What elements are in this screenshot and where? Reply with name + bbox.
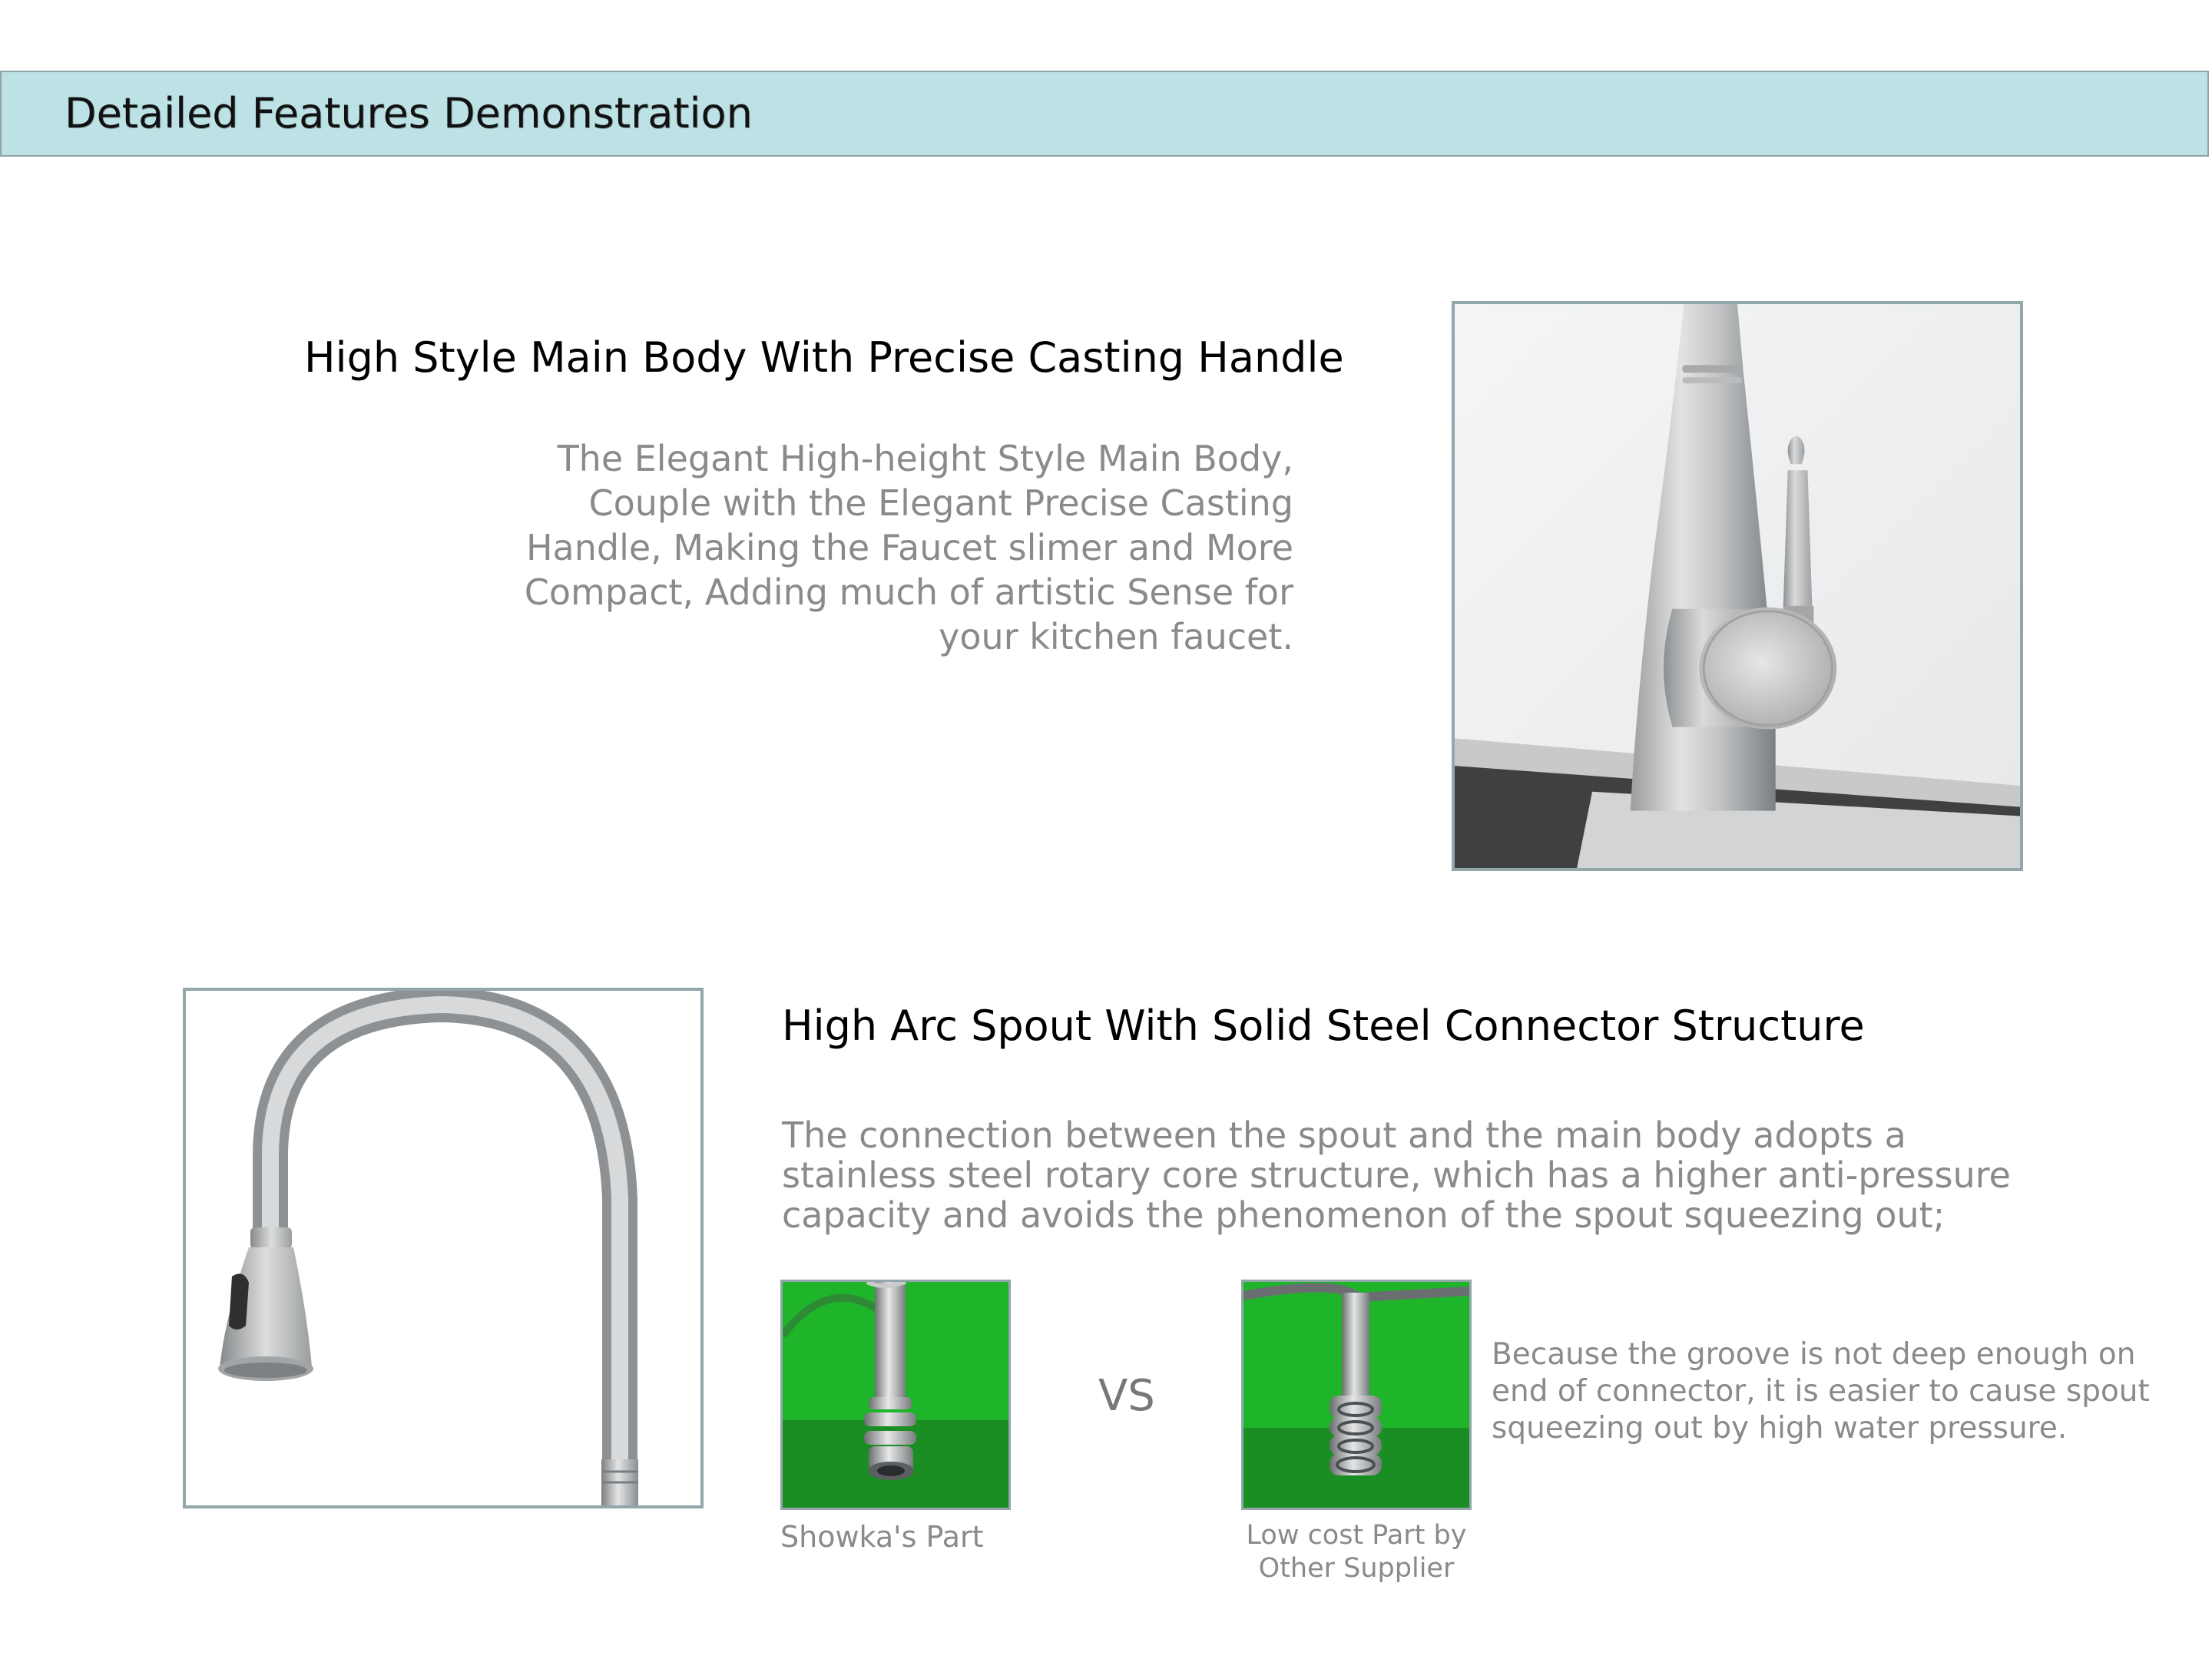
low-cost-caption-line2: Other Supplier	[1258, 1553, 1455, 1584]
vs-label: VS	[1098, 1371, 1155, 1421]
pull-down-faucet-photo	[183, 988, 704, 1508]
feature1-title: High Style Main Body With Precise Casting Handle	[304, 333, 1344, 382]
feature1-description: The Elegant High-height Style Main Body, Couple with the Elegant Precise Casting Handle, Making the Faucet slimer and More Compact, Adding much of artistic Sense for your kitchen faucet.	[524, 438, 1293, 657]
faucet-main-body-image	[1455, 304, 2020, 868]
low-cost-caption-line1: Low cost Part by	[1246, 1520, 1467, 1551]
showka-part-caption: Showka's Part	[780, 1520, 984, 1554]
feature2-description: The connection between the spout and the main body adopts a stainless steel rotary core structure, which has a higher anti-pressure capacity and avoids the phenomenon of the spout squeezing out;	[782, 1114, 2011, 1236]
faucet-main-body-photo	[1452, 301, 2023, 871]
comparison-note: Because the groove is not deep enough on end of connector, it is easier to cause spout squeezing out by high water pressure.	[1492, 1337, 2150, 1445]
page-title: Detailed Features Demonstration	[65, 89, 753, 137]
low-cost-connector-photo	[1241, 1280, 1472, 1510]
low-cost-part-caption	[1221, 1519, 1492, 1585]
low-cost-connector-image	[1243, 1282, 1469, 1508]
solid-steel-connector-photo	[780, 1280, 1011, 1510]
pull-down-faucet-image	[186, 991, 700, 1505]
feature2-title: High Arc Spout With Solid Steel Connector Structure	[782, 1002, 1865, 1050]
solid-steel-connector-image	[783, 1282, 1008, 1508]
